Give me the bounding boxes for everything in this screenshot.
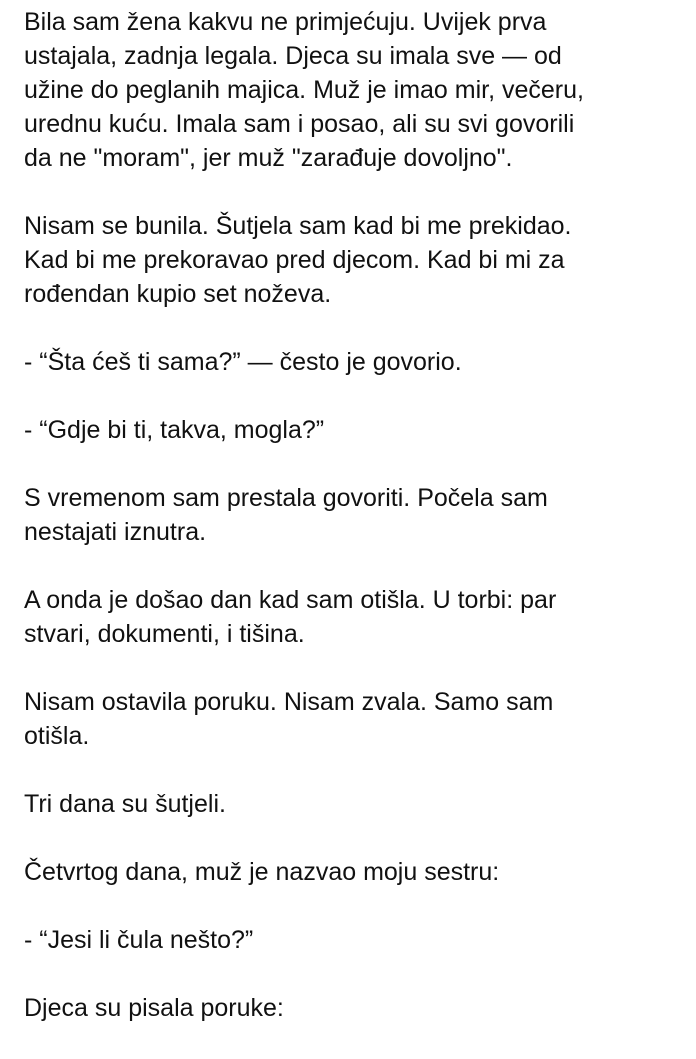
paragraph-4-quote: - “Gdje bi ti, takva, mogla?” (24, 416, 325, 444)
paragraph-10-quote: - “Jesi li čula nešto?” (24, 926, 254, 954)
paragraph-8: Tri dana su šutjeli. (24, 790, 226, 818)
paragraph-9: Četvrtog dana, muž je nazvao moju sestru: (24, 858, 500, 886)
paragraph-5: S vremenom sam prestala govoriti. Počela sam nestajati iznutra. (24, 484, 548, 546)
paragraph-7: Nisam ostavila poruku. Nisam zvala. Samo sam otišla. (24, 688, 554, 750)
paragraph-2: Nisam se bunila. Šutjela sam kad bi me prekidao. Kad bi me prekoravao pred djecom. Kad bi mi za rođendan kupio set noževa. (24, 212, 572, 308)
paragraph-6: A onda je došao dan kad sam otišla. U torbi: par stvari, dokumenti, i tišina. (24, 586, 557, 648)
paragraph-1: Bila sam žena kakvu ne primjećuju. Uvijek prva ustajala, zadnja legala. Djeca su imala sve — od užine do peglanih majica. Muž je imao mir, večeru, urednu kuću. Imala sam i posao, ali su svi govorili da ne "moram", jer muž "zarađuje dovoljno". (24, 8, 584, 172)
paragraph-3-quote: - “Šta ćeš ti sama?” — često je govorio. (24, 348, 462, 376)
document-body (24, 0, 684, 1059)
paragraph-11: Djeca su pisala poruke: (24, 994, 284, 1022)
